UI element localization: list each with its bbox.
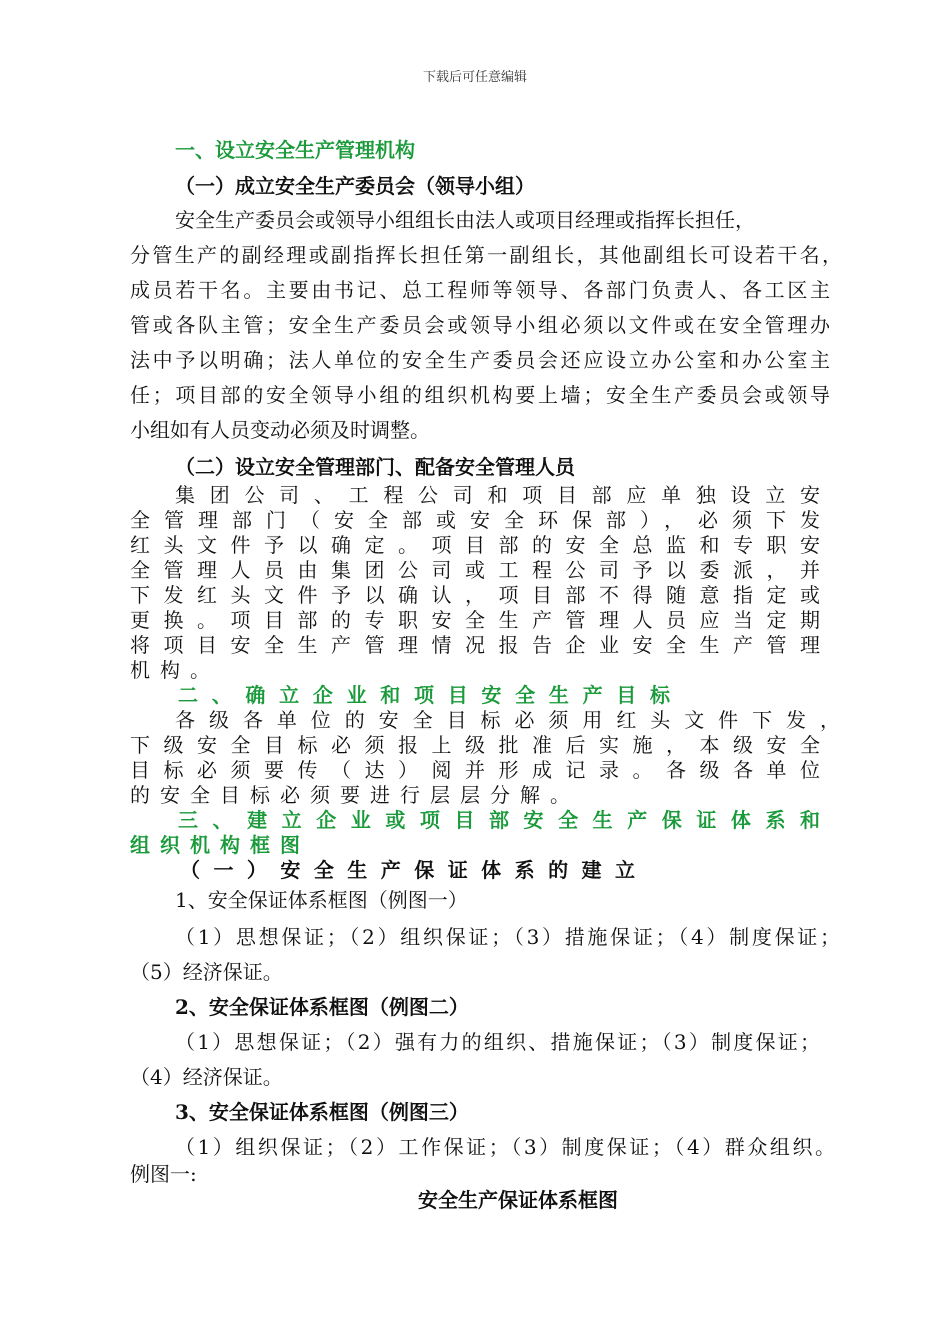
paragraph-3-line: 下级安全目标必须报上级批准后实施，本级安全 <box>130 733 820 757</box>
item-1-text: （1）思想保证；（2）组织保证；（3）措施保证；（4）制度保证； <box>175 925 840 949</box>
paragraph-2-line: 红头文件予以确定。项目部的安全总监和专职安 <box>130 533 820 557</box>
paragraph-2-line: 集团公司、工程公司和项目部应单独设立安 <box>175 483 820 507</box>
page-header: 下载后可任意编辑 <box>422 70 527 85</box>
section-2-title: 二、确立企业和项目安全生产目标 <box>178 683 670 707</box>
subsection-1-2-title: （二）设立安全管理部门、配备安全管理人员 <box>175 455 575 479</box>
item-2-text: （4）经济保证。 <box>130 1065 283 1089</box>
paragraph-1-line: 任；项目部的安全领导小组的组织机构要上墙；安全生产委员会或领导 <box>130 383 830 407</box>
item-2-title: 2、安全保证体系框图（例图二） <box>175 995 469 1019</box>
paragraph-1-line: 法中予以明确；法人单位的安全生产委员会还应设立办公室和办公室主 <box>130 348 830 372</box>
section-3-title: 三、建立企业或项目部安全生产保证体系和 <box>178 808 820 832</box>
paragraph-2-line: 更换。项目部的专职安全生产管理人员应当定期 <box>130 608 820 632</box>
paragraph-2-line: 下发红头文件予以确认，项目部不得随意指定或 <box>130 583 820 607</box>
paragraph-3-line: 的安全目标必须要进行层层分解。 <box>130 783 580 807</box>
paragraph-1-line: 管或各队主管；安全生产委员会或领导小组必须以文件或在安全管理办 <box>130 313 830 337</box>
item-1-text: （5）经济保证。 <box>130 960 283 984</box>
item-2-text: （1）思想保证；（2）强有力的组织、措施保证；（3）制度保证； <box>175 1030 820 1054</box>
item-3-text: 例图一: <box>130 1162 197 1186</box>
paragraph-3-line: 目标必须要传（达）阅并形成记录。各级各单位 <box>130 758 820 782</box>
paragraph-2-line: 机构。 <box>130 658 220 682</box>
item-3-text: （1）组织保证；（2）工作保证；（3）制度保证；（4）群众组织。 <box>175 1135 835 1159</box>
paragraph-2-line: 全管理部门（安全部或安全环保部），必须下发 <box>130 508 820 532</box>
subsection-1-1-title: （一）成立安全生产委员会（领导小组） <box>175 174 535 198</box>
paragraph-3-line: 各级各单位的安全目标必须用红头文件下发， <box>175 708 840 732</box>
paragraph-1-line: 小组如有人员变动必须及时调整。 <box>130 418 430 442</box>
paragraph-2-line: 将项目安全生产管理情况报告企业安全生产管理 <box>130 633 820 657</box>
subsection-3-1-title: （一）安全生产保证体系的建立 <box>180 858 635 882</box>
paragraph-2-line: 全管理人员由集团公司或工程公司予以委派，并 <box>130 558 820 582</box>
paragraph-1-line: 分管生产的副经理或副指挥长担任第一副组长，其他副组长可设若干名， <box>130 243 842 267</box>
paragraph-1-line: 安全生产委员会或领导小组组长由法人或项目经理或指挥长担任， <box>175 208 755 232</box>
section-1-title: 一、设立安全生产管理机构 <box>175 138 415 162</box>
item-1-title: 1、安全保证体系框图（例图一） <box>175 888 468 912</box>
paragraph-1-line: 成员若干名。主要由书记、总工程师等领导、各部门负责人、各工区主 <box>130 278 830 302</box>
item-3-title: 3、安全保证体系框图（例图三） <box>175 1100 469 1124</box>
figure-title: 安全生产保证体系框图 <box>418 1188 618 1212</box>
section-3-title-cont: 组织机构框图 <box>130 833 310 857</box>
